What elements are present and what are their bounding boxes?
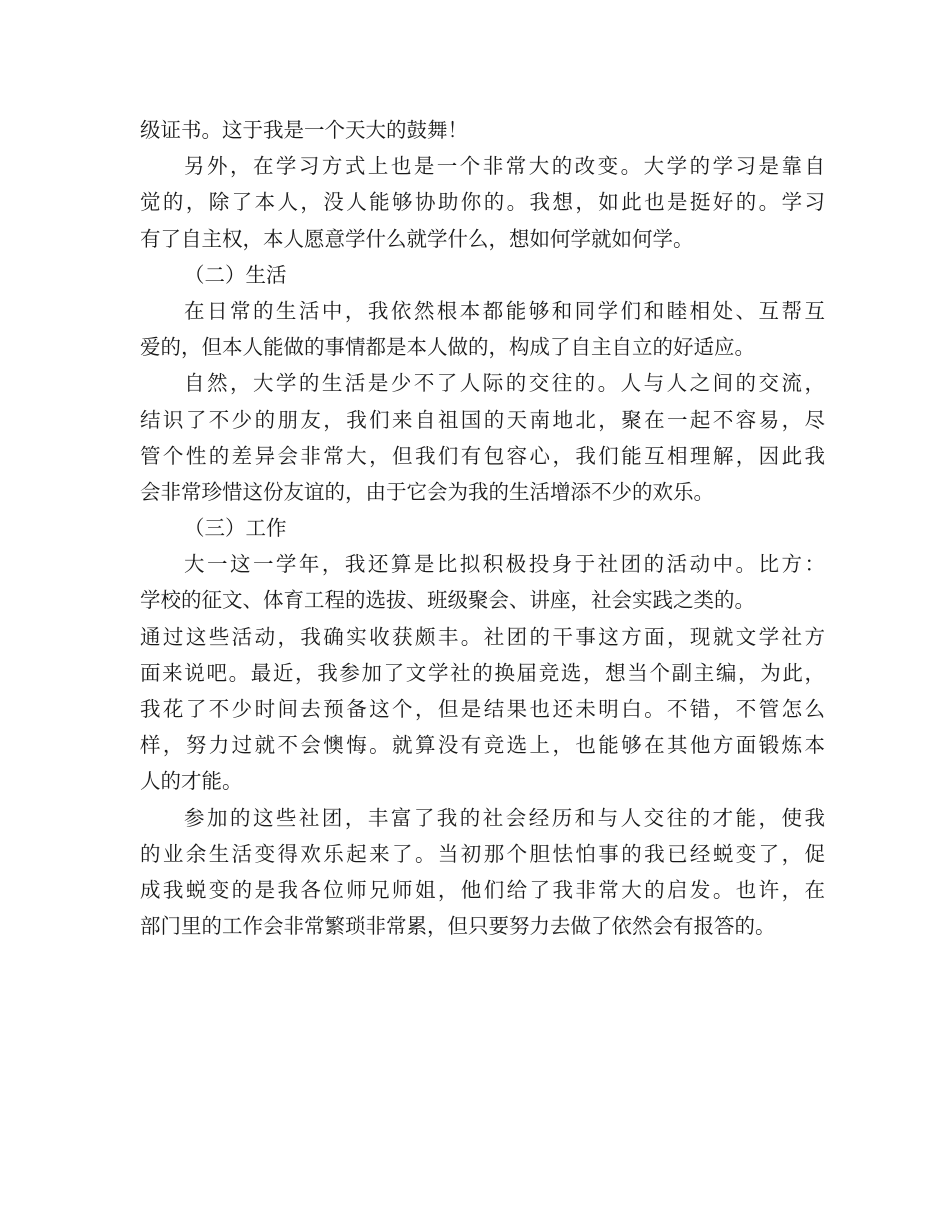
text-line: 通过这些活动，我确实收获颇丰。社团的干事这方面，现就文学社方: [140, 624, 825, 649]
text-line: 部门里的工作会非常繁琐非常累，但只要努力去做了依然会有报答的。: [140, 914, 776, 939]
body-text: [140, 112, 825, 944]
text-line: 级证书。这于我是一个天大的鼓舞！: [140, 118, 468, 142]
text-line: 成我蜕变的是我各位师兄师姐，他们给了我非常大的启发。也许，在: [140, 877, 825, 902]
text-line: 觉的，除了本人，没人能够协助你的。我想，如此也是挺好的。学习: [140, 190, 825, 215]
text-line: 样，努力过就不会懊悔。就算没有竞选上，也能够在其他方面锻炼本: [140, 733, 825, 758]
paragraph-first-line: 参加的这些社团，丰富了我的社会经历和与人交往的才能，使我: [184, 805, 825, 830]
text-line: 的业余生活变得欢乐起来了。当初那个胆怯怕事的我已经蜕变了，促: [140, 841, 825, 866]
text-line: 爱的，但本人能做的事情都是本人做的，构成了自主自立的好适应。: [140, 335, 755, 360]
section-heading-work: （三）工作: [184, 516, 287, 541]
paragraph-first-line: 自然，大学的生活是少不了人际的交往的。人与人之间的交流，: [184, 371, 825, 396]
text-line: 人的才能。: [140, 769, 243, 794]
text-line: 面来说吧。最近，我参加了文学社的换届竞选，想当个副主编，为此，: [140, 660, 825, 685]
section-heading-life: （二）生活: [184, 262, 287, 287]
text-line: 结识了不少的朋友，我们来自祖国的天南地北，聚在一起不容易，尽: [140, 407, 825, 432]
text-line: 学校的征文、体育工程的选拔、班级聚会、讲座，社会实践之类的。: [140, 588, 755, 613]
paragraph-first-line: 在日常的生活中，我依然根本都能够和同学们和睦相处、互帮互: [184, 298, 825, 323]
text-line: 有了自主权，本人愿意学什么就学什么，想如何学就如何学。: [140, 226, 694, 251]
paragraph-first-line: 大一这一学年，我还算是比拟积极投身于社团的活动中。比方：: [184, 552, 825, 577]
paragraph-first-line: 另外，在学习方式上也是一个非常大的改变。大学的学习是靠自: [184, 154, 825, 179]
text-line: 会非常珍惜这份友谊的，由于它会为我的生活增添不少的欢乐。: [140, 479, 714, 504]
text-line: 我花了不少时间去预备这个，但是结果也还未明白。不错，不管怎么: [140, 697, 825, 721]
text-line: 管个性的差异会非常大，但我们有包容心，我们能互相理解，因此我: [140, 443, 825, 468]
